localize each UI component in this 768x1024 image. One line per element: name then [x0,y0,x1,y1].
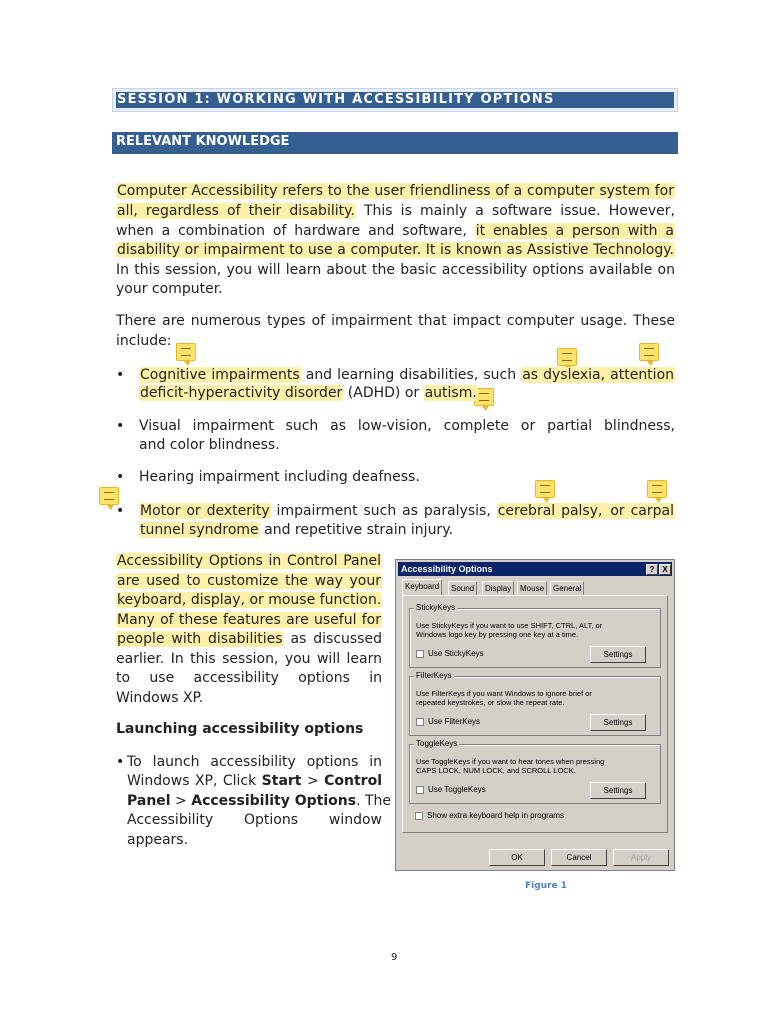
highlight: it enables a person with a [475,223,674,239]
bold-text: Start [261,773,302,789]
launch-line-2 [127,772,382,792]
highlight: tunnel syndrome [140,522,259,538]
stickykeys-checkbox[interactable] [416,650,424,658]
bullet-dot: • [116,503,125,519]
section-header-text: RELEVANT KNOWLEDGE [116,134,290,149]
text: to use accessibility options in [116,670,382,686]
text: earlier. In this session, you will learn [116,651,382,667]
highlight: cerebral palsy, [497,503,609,519]
intro-line-6 [116,280,675,299]
ok-button[interactable]: OK [489,849,545,866]
tab-keyboard[interactable]: Keyboard [402,579,442,596]
text: and color blindness. [139,437,280,453]
highlight: Cognitive impairments [140,367,300,383]
group-title: StickyKeys [416,603,456,612]
text: Windows XP, Click [127,773,262,789]
dialog-title: Accessibility Options [401,564,493,574]
bold-text: Control [324,773,382,789]
bullet-3-line-1 [139,468,675,487]
text: (ADHD) or [343,385,424,401]
stickykeys-group [409,603,661,668]
intro-line-5 [116,261,675,280]
highlight: are used to customize the way your [117,573,381,589]
highlight: people with disabilities [117,631,283,647]
cp-line-5 [116,630,382,650]
accessibility-options-dialog [395,559,675,871]
types-line-2 [116,332,675,351]
text: and repetitive strain injury. [259,522,453,538]
cancel-button[interactable]: Cancel [551,849,607,866]
tab-mouse[interactable]: Mouse [517,581,547,595]
launch-line-5 [127,831,382,851]
text: as discussed [283,631,382,647]
highlight: Motor or dexterity [140,503,270,519]
intro-line-2 [116,202,675,221]
checkbox-label: Use FilterKeys [428,717,481,726]
text: when a combination of hardware and software, [116,223,475,239]
highlight: autism. [424,385,477,401]
text: This is mainly a software issue. However, [355,203,675,219]
help-button[interactable]: ? [646,564,658,575]
bullet-dot: • [116,418,125,434]
highlight: Many of these features are useful for [117,612,381,628]
bullet-4-line-2 [139,521,675,540]
text: . The [356,793,392,809]
intro-line-4 [116,241,675,260]
togglekeys-checkbox[interactable] [416,786,424,794]
cp-line-6 [116,650,382,670]
session-header [112,88,678,112]
group-description: Use FilterKeys if you want Windows to ignore brief or repeated keystrokes, or slow the repeat rate. [416,689,592,707]
text: To launch accessibility options in [127,754,382,770]
filterkeys-group [409,671,661,736]
cp-line-1 [116,552,382,572]
bullet-2-line-1 [139,417,675,436]
page-number: 9 [391,952,398,963]
intro-line-3 [116,222,675,241]
text: Windows XP. [116,690,204,706]
group-title: FilterKeys [416,671,452,680]
text: In this session, you will learn about the basic accessibility options available on [116,262,675,278]
bullet-1-line-1 [139,366,675,385]
cp-line-2 [116,572,382,592]
section-header [112,132,678,154]
session-header-text: SESSION 1: WORKING WITH ACCESSIBILITY OPTIONS [117,92,555,107]
filterkeys-settings-button[interactable]: Settings [590,714,646,731]
launch-line-1 [127,753,382,773]
highlight: disability or impairment to use a computer. It is known as Assistive Technology. [117,242,674,258]
highlight: Computer Accessibility refers to the user friendliness of a computer system for [117,183,674,199]
checkbox-label: Use StickyKeys [428,649,484,658]
group-description: Use StickyKeys if you want to use SHIFT, CTRL, ALT, or Windows logo key by pressing one key at a time. [416,621,603,639]
group-description: Use ToggleKeys if you want to hear tones when pressing CAPS LOCK, NUM LOCK, and SCROLL LOCK. [416,757,605,775]
bold-text: Accessibility Options [191,793,357,809]
highlight: all, regardless of their disability. [117,203,355,219]
cp-line-3 [116,591,382,611]
apply-button[interactable]: Apply [613,849,669,866]
group-title: ToggleKeys [416,739,458,748]
bullet-2-line-2 [139,436,675,455]
togglekeys-settings-button[interactable]: Settings [590,782,646,799]
cp-line-8 [116,689,382,709]
bullet-dot: • [116,469,125,485]
extra-help-label: Show extra keyboard help in programs [427,811,564,820]
tab-general[interactable]: General [550,581,584,595]
comment-icon[interactable] [557,348,577,366]
filterkeys-checkbox[interactable] [416,718,424,726]
comment-icon[interactable] [639,343,659,361]
stickykeys-settings-button[interactable]: Settings [590,646,646,663]
comment-icon[interactable] [176,343,196,361]
highlight: or carpal [610,503,674,519]
launching-heading: Launching accessibility options [116,721,364,737]
keyboard-panel [402,595,668,833]
checkbox-label: Use ToggleKeys [428,785,486,794]
text: Hearing impairment including deafness. [139,469,420,485]
bullet-dot: • [116,367,125,383]
launch-line-4 [127,811,382,831]
bullet-dot: • [116,754,125,770]
bullet-4-line-1 [139,502,675,521]
bold-text: Panel [127,793,171,809]
text: include: [116,333,172,349]
text: your computer. [116,281,223,297]
intro-line-1 [116,182,675,201]
text: and learning disabilities, such [300,367,522,383]
text: Accessibility Options window [127,812,382,828]
text: appears. [127,832,189,848]
highlight: Accessibility Options in Control Panel [117,553,381,569]
highlight: as dyslexia, attention [522,367,675,383]
text: > [170,793,192,809]
extra-help-checkbox[interactable] [415,812,423,820]
cp-line-7 [116,669,382,689]
tab-sound[interactable]: Sound [448,581,477,595]
text: Visual impairment such as low-vision, complete or partial blindness, [139,418,675,434]
tab-display[interactable]: Display [482,581,514,595]
close-button[interactable]: X [659,564,671,575]
text: impairment such as paralysis, [270,503,497,519]
togglekeys-group [409,739,661,804]
text: > [301,773,325,789]
cp-line-4 [116,611,382,631]
types-line-1 [116,312,675,331]
text: There are numerous types of impairment that impact computer usage. These [116,313,675,329]
figure-caption: Figure 1 [525,881,568,891]
highlight: keyboard, display, or mouse function. [117,592,382,608]
launch-line-3 [127,792,392,812]
bullet-1-line-2 [139,384,675,403]
highlight: deficit-hyperactivity disorder [140,385,343,401]
dialog-title-bar [398,562,672,576]
